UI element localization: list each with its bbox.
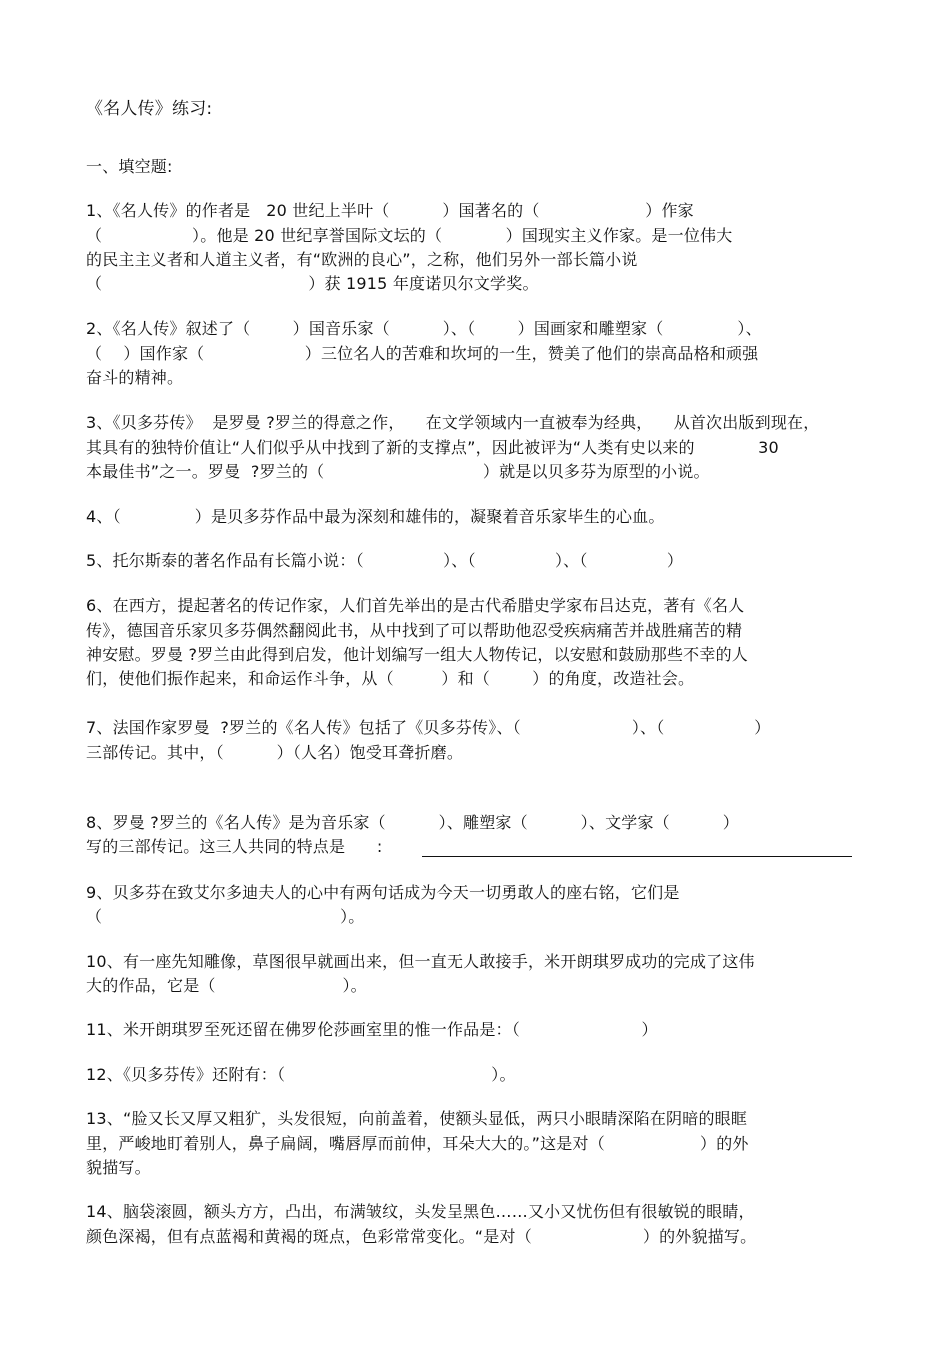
question-line: （ ）获 1915 年度诺贝尔文学奖。 <box>86 274 539 293</box>
question-line: 12、《贝多芬传》还附有：（ ）。 <box>86 1065 516 1084</box>
question-line: （ ）。 <box>86 907 365 926</box>
worksheet-title: 《名人传》练习: <box>86 99 213 119</box>
question-line: 6、在西方，提起著名的传记作家，人们首先举出的是古代希腊史学家布吕达克，著有《名人 <box>86 596 745 615</box>
section-heading: 一、填空题: <box>86 157 173 176</box>
question-line: 14、脑袋滚圆，额头方方，凸出，布满皱纹，头发呈黑色……又小又忧伤但有很敏锐的眼睛， <box>86 1202 755 1221</box>
question-line: 的民主主义者和人道主义者，有“欧洲的良心”，之称，他们另外一部长篇小说 <box>86 250 638 269</box>
question-line: 3、《贝多芬传》 是罗曼 ?罗兰的得意之作， 在文学领域内一直被奉为经典， 从首次出版到现在， <box>86 413 820 432</box>
question-line: 1、《名人传》的作者是 20 世纪上半叶（ ）国著名的（ ）作家 <box>86 201 694 220</box>
question-line: 颜色深褐，但有点蓝褐和黄褐的斑点，色彩常常变化。“是对（ ）的外貌描写。 <box>86 1227 757 1246</box>
question-line: 神安慰。罗曼 ?罗兰由此得到启发，他计划编写一组大人物传记，以安慰和鼓励那些不幸的人 <box>86 645 748 664</box>
answer-underline <box>422 856 852 857</box>
question-line: 貌描写。 <box>86 1158 151 1177</box>
question-line: （ ）国作家（ ）三位名人的苦难和坎坷的一生，赞美了他们的崇高品格和顽强 <box>86 344 759 363</box>
question-line: 传》，德国音乐家贝多芬偶然翻阅此书，从中找到了可以帮助他忍受疾病痛苦并战胜痛苦的精 <box>86 621 743 640</box>
question-line: 8、罗曼 ?罗兰的《名人传》是为音乐家（ ）、雕塑家（ ）、文学家（ ） <box>86 813 739 832</box>
question-line: 10、有一座先知雕像，草图很早就画出来，但一直无人敢接手，米开朗琪罗成功的完成了这伟 <box>86 952 755 971</box>
question-line: 本最佳书”之一。罗曼 ?罗兰的（ ）就是以贝多芬为原型的小说。 <box>86 462 710 481</box>
question-line: 11、米开朗琪罗至死还留在佛罗伦莎画室里的惟一作品是：（ ） <box>86 1020 658 1039</box>
question-line: 7、法国作家罗曼 ?罗兰的《名人传》包括了《贝多芬传》、（ ）、（ ） <box>86 718 771 737</box>
question-line: 13、“脸又长又厚又粗犷，头发很短，向前盖着，使额头显低，两只小眼睛深陷在阴暗的眼眶 <box>86 1109 748 1128</box>
question-line: 三部传记。其中，（ ）（人名）饱受耳聋折磨。 <box>86 743 464 762</box>
question-line: 们，使他们振作起来，和命运作斗争，从（ ）和（ ）的角度，改造社会。 <box>86 669 695 688</box>
question-line: 其具有的独特价值让“人们似乎从中找到了新的支撑点”，因此被评为“人类有史以来的 30 <box>86 438 779 457</box>
question-line: 2、《名人传》叙述了（ ）国音乐家（ ）、（ ）国画家和雕塑家（ ）、 <box>86 319 762 338</box>
question-line: 奋斗的精神。 <box>86 368 184 387</box>
question-line: 5、托尔斯泰的著名作品有长篇小说：（ ）、（ ）、（ ） <box>86 551 684 570</box>
question-line: （ ）。他是 20 世纪享誉国际文坛的（ ）国现实主义作家。是一位伟大 <box>86 226 733 245</box>
question-line: 写的三部传记。这三人共同的特点是 : <box>86 837 383 856</box>
question-line: 4、（ ）是贝多芬作品中最为深刻和雄伟的，凝聚着音乐家毕生的心血。 <box>86 507 665 526</box>
question-line: 大的作品，它是（ ）。 <box>86 976 367 995</box>
question-line: 9、贝多芬在致艾尔多迪夫人的心中有两句话成为今天一切勇敢人的座右铭，它们是 <box>86 883 680 902</box>
question-line: 里，严峻地盯着别人，鼻子扁阔，嘴唇厚而前伸，耳朵大大的。”这是对（ ）的外 <box>86 1134 749 1153</box>
